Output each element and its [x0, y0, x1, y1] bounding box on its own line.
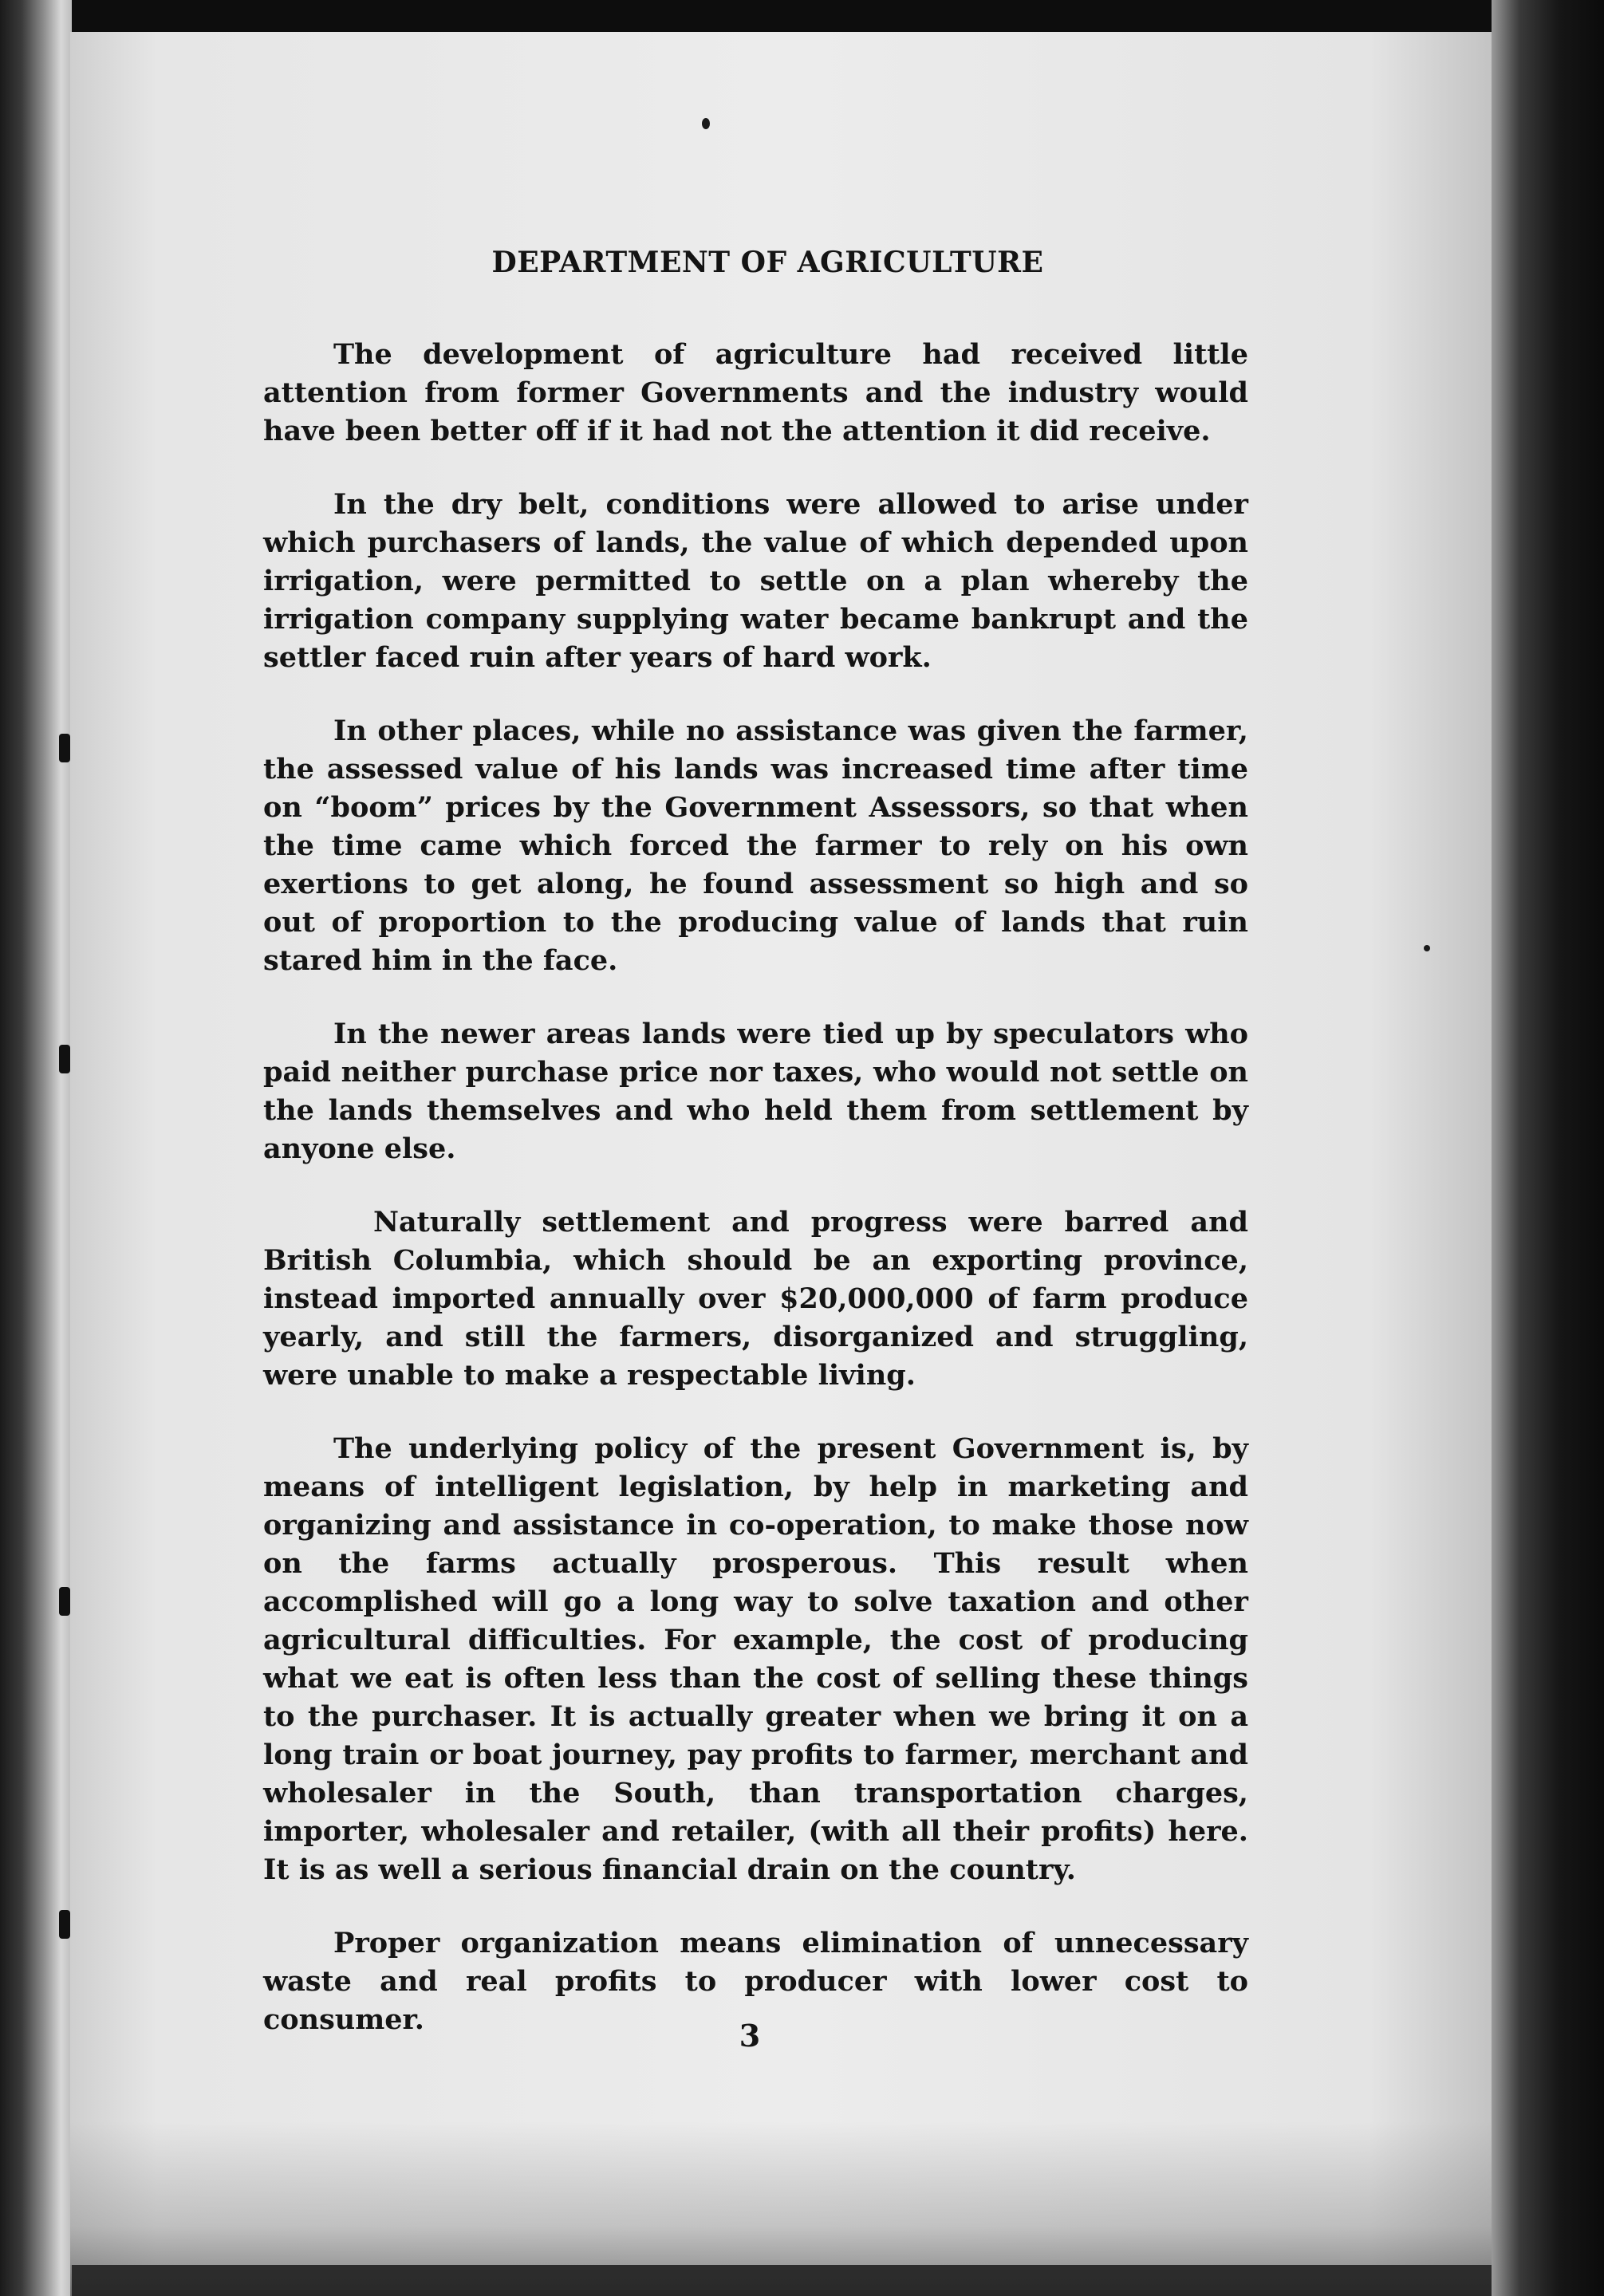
paragraph-7: Proper organization means elimination of unnecessary waste and real profits to producer with lower cost to consumer. — [263, 1927, 1248, 2036]
document-body — [263, 243, 1248, 2074]
paragraph-6: The underlying policy of the present Government is, by means of intelligent legislation, by help in marketing and organizing and assistance in co-operation, to make those now on the farms actually prosperous. This result when accomplished will go a long way to solve taxation and other agricultural difficulties. For example, the cost of producing what we eat is often less than the cost of selling these things to the purchaser. It is actually greater when we bring it on a long train or boat journey, pay profits to farmer, merchant and wholesaler in the South, than transportation charges, importer, wholesaler and retailer, (with all their profits) here. It is as well a serious financial drain on the country. — [263, 1432, 1248, 1886]
binding-mark — [59, 734, 70, 762]
ink-speck — [702, 118, 710, 129]
book-edge-right — [1492, 0, 1604, 2296]
page-bottom-shadow — [70, 2121, 1514, 2296]
binding-mark — [59, 1045, 70, 1073]
binding-mark — [59, 1910, 70, 1939]
page-number: 3 — [739, 2018, 761, 2054]
binding-mark — [59, 1587, 70, 1616]
paragraph-4: In the newer areas lands were tied up by speculators who paid neither purchase price nor taxes, who would not settle on the lands themselves and who held them from settlement by anyone else. — [263, 1018, 1248, 1165]
paragraph-5: Naturally settlement and progress were barred and British Columbia, which should be an exporting province, instead imported annually over $20,000,000 of farm produce yearly, and still the farmers, disorganized and struggling, were unable to make a respectable living. — [263, 1206, 1248, 1392]
ink-speck — [1424, 945, 1430, 951]
paragraph-1: The development of agriculture had received little attention from former Governments and the industry would have been better off if it had not the attention it did receive. — [263, 338, 1248, 447]
document-title: DEPARTMENT OF AGRICULTURE — [491, 246, 1044, 279]
paragraph-3: In other places, while no assistance was given the farmer, the assessed value of his lands was increased time after time on “boom” prices by the Government Assessors, so that when the time came which forced the farmer to rely on his own exertions to get along, he found assessment so high and so out of proportion to the producing value of lands that ruin stared him in the face. — [263, 715, 1248, 977]
book-gutter-left — [0, 0, 72, 2296]
paragraph-2: In the dry belt, conditions were allowed to arise under which purchasers of lands, the value of which depended upon irrigation, were permitted to settle on a plan whereby the irrigation company supplying water became bankrupt and the settler faced ruin after years of hard work. — [263, 488, 1248, 674]
